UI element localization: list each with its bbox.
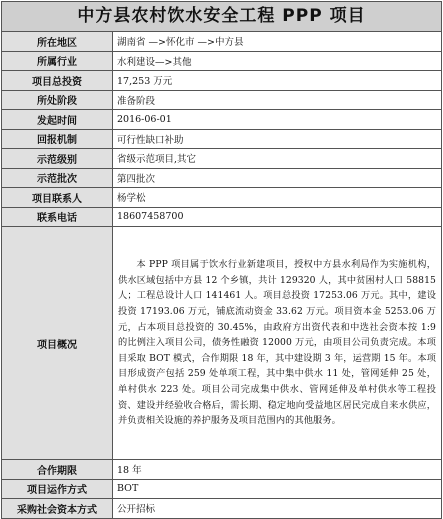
row-contact-person xyxy=(2,188,442,208)
row-demo-batch xyxy=(2,168,442,188)
field-label: 项目运作方式 xyxy=(2,479,113,499)
field-label: 项目概况 xyxy=(2,227,113,460)
field-value: BOT xyxy=(113,479,442,499)
overview-paragraph: 本 PPP 项目属于饮水行业新建项目，授权中方县水利局作为实施机构，供水区域包括中方县 12 个乡镇，共计 129320 人，其中贫困村人口 58815 人；工程总设计人口 141461 人。项目总投资 17253.06 万元。其中，建设投资 17193.06 万元，铺底流动资金 33.62 万元。项目资本金 5253.06 万元，占本项目总投资的 30.45%，由政府方出资代表和中选社会资本按 1:9 的比例注入项目公司，债务性融资 12000 万元，由项目公司负责完成。本项目采取 BOT 模式，合作期限 18 年，其中建设期 3 年，运营期 15 年。本项目形成资产包括 259 处单项工程，其中集中供水 11 处，管网延伸 25 处，单村供水 223 处。项目公司完成集中供水、管网延伸及单村供水等工程投资、建设并经验收合格后，需长期、稳定地向受益地区居民完成自来水供应，并负责相关设施的养护服务及项目范围内的其他服务。 xyxy=(118,259,436,427)
field-value: 湖南省 —>怀化市 —>中方县 xyxy=(113,32,442,52)
row-demo-level xyxy=(2,149,442,169)
field-label: 所在地区 xyxy=(2,32,113,52)
field-label: 示范级别 xyxy=(2,149,113,169)
row-start-date xyxy=(2,110,442,130)
field-value: 17,253 万元 xyxy=(113,71,442,91)
field-value: 18607458700 xyxy=(113,207,442,227)
row-procurement-method xyxy=(2,499,442,519)
field-label: 联系电话 xyxy=(2,207,113,227)
row-stage xyxy=(2,90,442,110)
field-label: 项目总投资 xyxy=(2,71,113,91)
row-contact-phone xyxy=(2,207,442,227)
field-value: 18 年 xyxy=(113,460,442,480)
field-label: 采购社会资本方式 xyxy=(2,499,113,519)
row-total-investment xyxy=(2,71,442,91)
row-region xyxy=(2,32,442,52)
overview-text xyxy=(113,227,442,460)
field-label: 发起时间 xyxy=(2,110,113,130)
row-operation-mode xyxy=(2,479,442,499)
field-value: 水利建设—>其他 xyxy=(113,51,442,71)
sheet-title: 中方县农村饮水安全工程 PPP 项目 xyxy=(1,1,442,31)
field-value: 杨学松 xyxy=(113,188,442,208)
field-label: 项目联系人 xyxy=(2,188,113,208)
field-value: 公开招标 xyxy=(113,499,442,519)
field-value: 可行性缺口补助 xyxy=(113,129,442,149)
row-cooperation-term xyxy=(2,460,442,480)
field-label: 所属行业 xyxy=(2,51,113,71)
info-table xyxy=(1,31,442,519)
field-label: 所处阶段 xyxy=(2,90,113,110)
field-value: 2016-06-01 xyxy=(113,110,442,130)
field-value: 省级示范项目,其它 xyxy=(113,149,442,169)
field-value: 准备阶段 xyxy=(113,90,442,110)
project-info-sheet xyxy=(1,1,442,516)
field-label: 示范批次 xyxy=(2,168,113,188)
row-return-mechanism xyxy=(2,129,442,149)
row-overview xyxy=(2,227,442,460)
field-value: 第四批次 xyxy=(113,168,442,188)
field-label: 回报机制 xyxy=(2,129,113,149)
field-label: 合作期限 xyxy=(2,460,113,480)
row-industry xyxy=(2,51,442,71)
